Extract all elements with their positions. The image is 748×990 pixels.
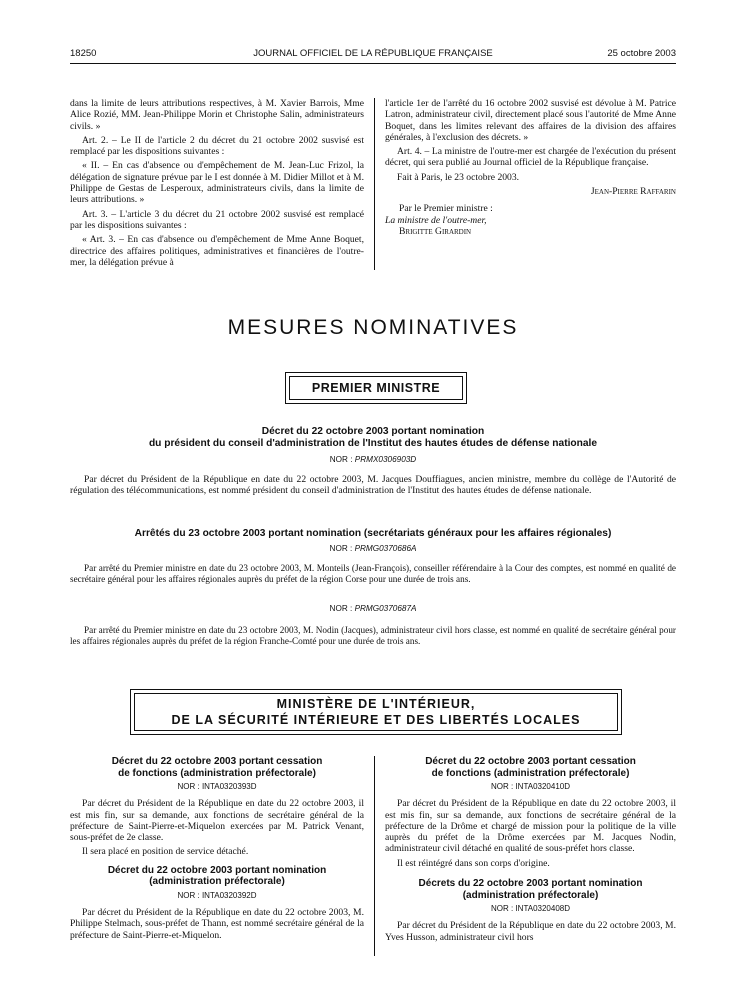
decree-title-line: Décret du 22 octobre 2003 portant nomination — [107, 864, 327, 876]
paragraph: Par décret du Président de la République en date du 22 octobre 2003, M. Philippe Stelmach, sous-préfet de Thann, est nommé secrétaire général de la préfecture de Saint-Pierre-et-Miquelon. — [70, 907, 364, 941]
column-divider — [374, 98, 375, 270]
decree-title-line: (administration préfectorale) — [462, 889, 599, 901]
ministry-box-premier-ministre — [285, 372, 467, 404]
nor-label: NOR : — [329, 544, 353, 553]
paragraph: Il est réintégré dans son corps d'origine. — [397, 857, 550, 869]
paragraph: Fait à Paris, le 23 octobre 2003. — [397, 171, 520, 183]
nor-code: PRMG0370687A — [354, 604, 417, 613]
nor-code: PRMX0306903D — [354, 455, 417, 464]
nor-code: PRMG0370686A — [354, 544, 417, 553]
header-rule — [70, 63, 676, 64]
ministre-label: La ministre de l'outre-mer, — [385, 214, 487, 226]
signature-prime-minister: Jean-Pierre Raffarin — [590, 186, 676, 198]
nor-label: NOR : — [329, 604, 353, 613]
paragraph: Art. 4. – La ministre de l'outre-mer est chargée de l'exécution du présent décret, qui sera publié au Journal officiel de la République française. — [385, 146, 676, 169]
paragraph: Il sera placé en position de service détaché. — [82, 846, 249, 858]
paragraph: dans la limite de leurs attributions respectives, à M. Xavier Barrois, Mme Alice Rozié, MM. Jean-Philippe Morin et Christophe Salin, administrateurs civils. » — [70, 98, 364, 132]
ministry-label-line: MINISTÈRE DE L'INTÉRIEUR, — [276, 697, 476, 711]
paragraph: Par décret du Président de la République en date du 22 octobre 2003, il est mis fin, sur sa demande, aux fonctions de secrétaire général de la préfecture de Saint-Pierre-et-Miquelon exercées par M. Patrick Venant, sous-préfet de 2e classe. — [70, 798, 364, 844]
arrete-text: Par arrêté du Premier ministre en date du 23 octobre 2003, M. Nodin (Jacques), administrateur civil hors classe, est nommé en qualité de secrétaire général pour les affaires régionales auprès du préfet de la région Franche-Comté pour une durée de trois ans. — [70, 625, 676, 647]
paragraph: Art. 3. – L'article 3 du décret du 21 octobre 2002 susvisé est remplacé par les dispositions suivantes : — [70, 208, 364, 231]
bottom-right-column — [385, 756, 676, 946]
column-divider — [374, 756, 375, 956]
paragraph: « II. – En cas d'absence ou d'empêchement de M. Jean-Luc Frizol, la délégation de signature prévue par le I est donnée à M. Didier Millot et à M. Philippe de Gestas de Lesperoux, administrateurs civils, dans la limite de leurs attributions. » — [70, 160, 364, 206]
decree-text: Par décret du Président de la République en date du 22 octobre 2003, M. Jacques Douffiagues, ancien ministre, membre du collège de l'Autorité de régulation des télécommunications, est nommé président du conseil d'administration de l'Institut des hautes études de défense nationale. — [70, 474, 676, 497]
decree-title-line: Décret du 22 octobre 2003 portant cessation — [111, 756, 323, 767]
nor-reference: NOR : INTA0320393D — [177, 782, 257, 791]
nor-reference — [70, 604, 676, 613]
decree-title-line: de fonctions (administration préfectorale) — [118, 767, 316, 779]
decree-title-line: Décret du 22 octobre 2003 portant nomination — [261, 426, 485, 437]
paragraph: Par décret du Président de la République en date du 22 octobre 2003, M. Yves Husson, administrateur civil hors — [385, 920, 676, 943]
page-number: 18250 — [70, 48, 97, 59]
ministry-label: PREMIER MINISTRE — [311, 381, 441, 395]
paragraph: « Art. 3. – En cas d'absence ou d'empêchement de Mme Anne Boquet, directrice des affaires politiques, administratives et financières de l'outre-mer, la délégation prévue à — [70, 234, 364, 268]
paragraph: l'article 1er de l'arrêté du 16 octobre 2002 susvisé est dévolue à M. Patrice Latron, administrateur civil, directement placé sous l'autorité de Mme Anne Boquet, dans les limites relevant des affaires de la division des affaires générales, à l'exclusion des décrets. » — [385, 98, 676, 143]
ministry-label-line: DE LA SÉCURITÉ INTÉRIEURE ET DES LIBERTÉS LOCALES — [171, 713, 581, 727]
decree-title — [70, 426, 676, 450]
top-left-column — [70, 98, 364, 271]
journal-title: JOURNAL OFFICIEL DE LA RÉPUBLIQUE FRANÇAISE — [253, 48, 493, 59]
decree-title-line: de fonctions (administration préfectorale) — [431, 767, 630, 779]
arrete-text: Par arrêté du Premier ministre en date du 23 octobre 2003, M. Monteils (Jean-François), conseiller référendaire à la Cour des comptes, est nommé en qualité de secrétaire général pour les affaires régionales auprès du préfet de la région Corse pour une durée de trois ans. — [70, 563, 676, 585]
decree-title-line: Décrets du 22 octobre 2003 portant nomination — [418, 878, 643, 890]
signature-minister: Brigitte Girardin — [399, 225, 472, 237]
arretes-title: Arrêtés du 23 octobre 2003 portant nomination (secrétariats généraux pour les affaires régionales) — [134, 528, 612, 539]
nor-reference: NOR : INTA0320408D — [491, 904, 570, 914]
nor-reference: NOR : INTA0320410D — [491, 782, 570, 791]
ministry-box-interieur — [130, 689, 622, 735]
nor-reference — [70, 455, 676, 464]
section-heading: MESURES NOMINATIVES — [227, 316, 519, 339]
top-right-column — [385, 98, 676, 237]
paragraph: Art. 2. – Le II de l'article 2 du décret du 21 octobre 2002 susvisé est remplacé par les dispositions suivantes : — [70, 134, 364, 158]
nor-reference — [70, 544, 676, 553]
paragraph: Par décret du Président de la République en date du 22 octobre 2003, il est mis fin, sur sa demande, aux fonctions de secrétaire général de la préfecture de la Drôme et chargé de mission pour la politique de la ville auprès du préfet de la Drôme exercées par M. Jacques Nodin, administrateur civil détaché en qualité de sous-préfet hors classe. — [385, 798, 676, 855]
page-header — [70, 48, 676, 62]
nor-reference: NOR : INTA0320392D — [177, 890, 257, 900]
nor-label: NOR : — [329, 455, 353, 464]
decree-title-line: du président du conseil d'administration de l'Institut des hautes études de défense nationale — [148, 438, 598, 449]
issue-date: 25 octobre 2003 — [607, 48, 676, 59]
decree-title-line: (administration préfectorale) — [149, 876, 285, 888]
par-premier-ministre: Par le Premier ministre : — [399, 203, 493, 215]
bottom-left-column — [70, 756, 364, 944]
decree-title-line: Décret du 22 octobre 2003 portant cessation — [425, 756, 636, 767]
